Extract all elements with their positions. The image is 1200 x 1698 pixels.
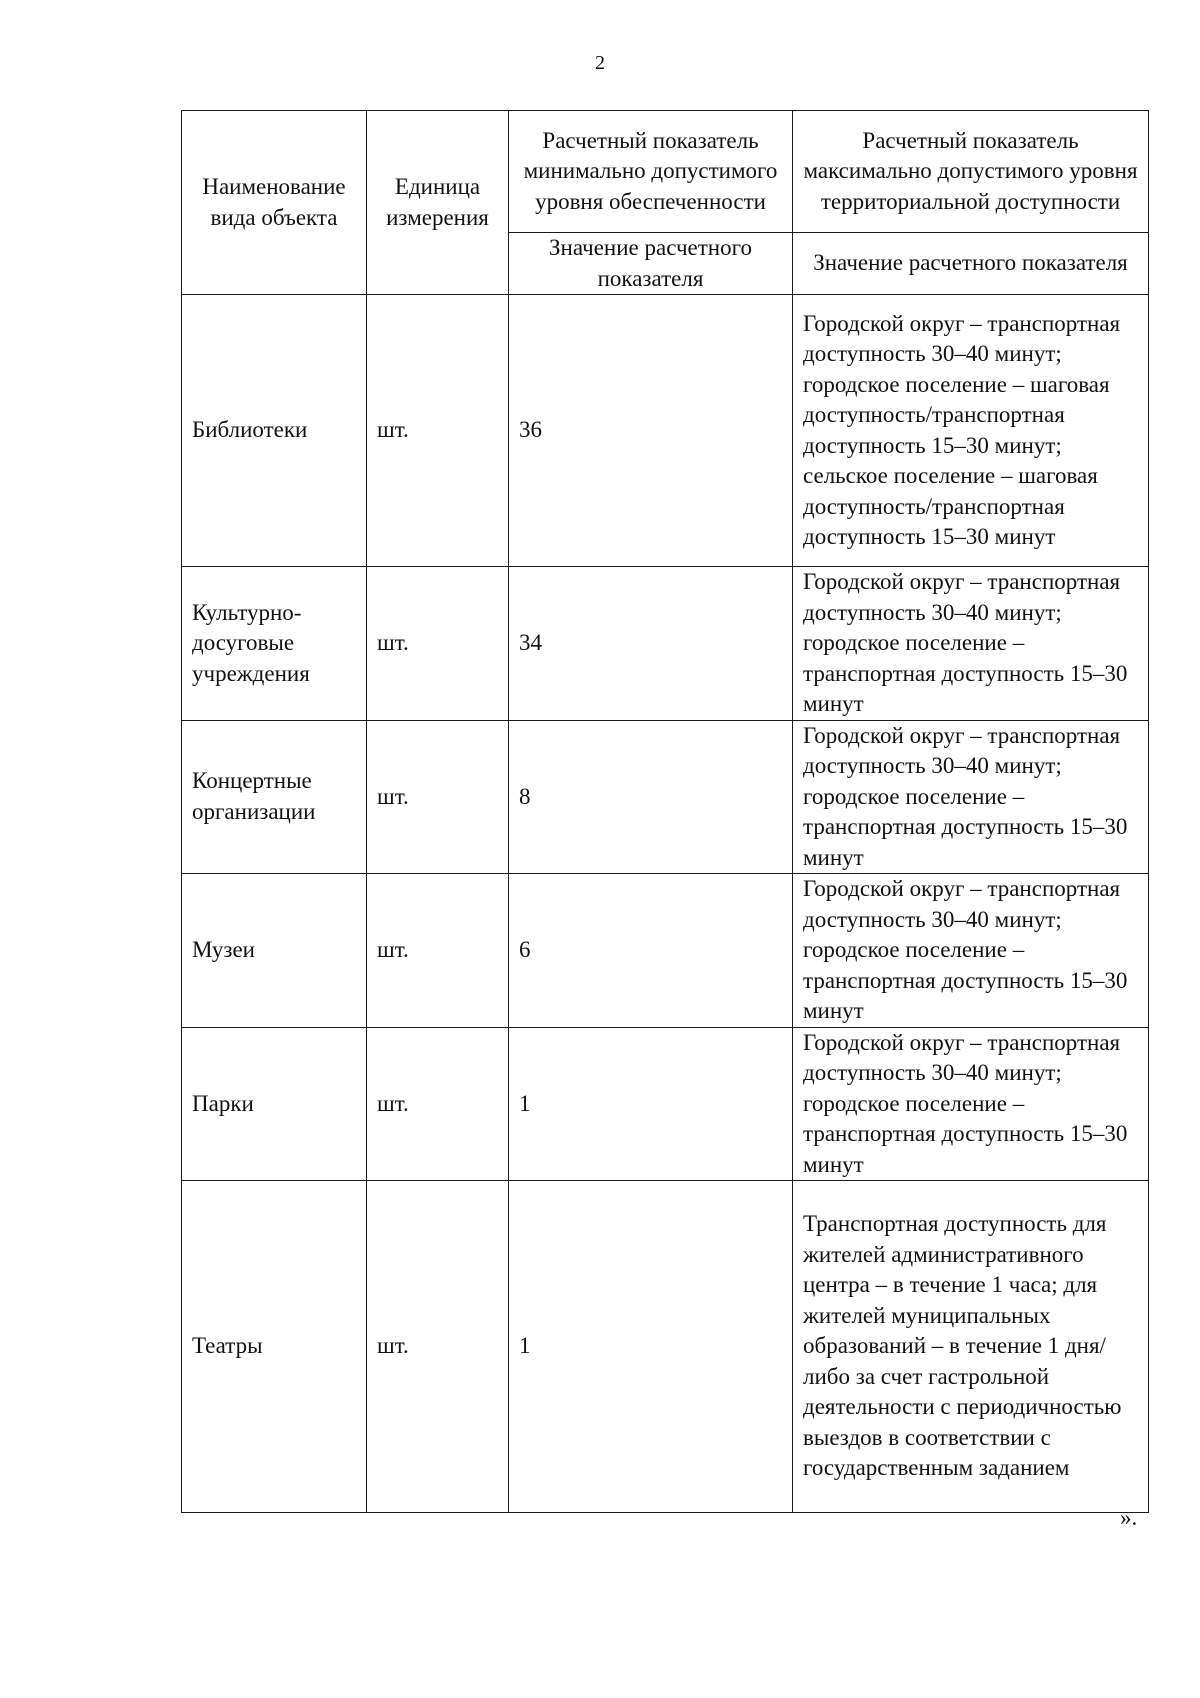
row-min-value: 34: [509, 567, 793, 721]
row-unit: шт.: [367, 874, 509, 1028]
subheader-min: Значение расчетного показателя: [509, 233, 793, 295]
row-min-value: 36: [509, 295, 793, 567]
row-name: Театры: [182, 1181, 367, 1513]
row-unit: шт.: [367, 1027, 509, 1181]
row-min-value: 6: [509, 874, 793, 1028]
standards-table: [181, 110, 1149, 1513]
row-max-value: Городской округ – транспортная доступность 30–40 минут; городское поселение – транспортная доступность 15–30 минут: [793, 720, 1149, 874]
row-min-value: 1: [509, 1027, 793, 1181]
row-unit: шт.: [367, 295, 509, 567]
closing-quote-mark: ».: [1120, 1505, 1138, 1530]
row-max-value: Городской округ – транспортная доступность 30–40 минут; городское поселение – шаговая доступность/транспортная доступность 15–30 минут; сельское поселение – шаговая доступность/транспортная доступность 15–30 минут: [793, 295, 1149, 567]
table-row: [182, 1027, 1149, 1181]
row-min-value: 1: [509, 1181, 793, 1513]
table-row: [182, 720, 1149, 874]
row-name: Парки: [182, 1027, 367, 1181]
header-unit: Единица измерения: [367, 111, 509, 295]
table-row: [182, 874, 1149, 1028]
header-name: Наименование вида объекта: [182, 111, 367, 295]
header-max: Расчетный показатель максимально допустимого уровня территориальной доступности: [793, 111, 1149, 233]
header-min: Расчетный показатель минимально допустимого уровня обеспеченности: [509, 111, 793, 233]
row-max-value: Городской округ – транспортная доступность 30–40 минут; городское поселение – транспортная доступность 15–30 минут: [793, 874, 1149, 1028]
row-unit: шт.: [367, 1181, 509, 1513]
row-name: Библиотеки: [182, 295, 367, 567]
row-name: Культурно-досуговые учреждения: [182, 567, 367, 721]
row-max-value: Городской округ – транспортная доступность 30–40 минут; городское поселение – транспортная доступность 15–30 минут: [793, 1027, 1149, 1181]
row-max-value: Городской округ – транспортная доступность 30–40 минут; городское поселение – транспортная доступность 15–30 минут: [793, 567, 1149, 721]
table-row: [182, 295, 1149, 567]
row-unit: шт.: [367, 720, 509, 874]
row-min-value: 8: [509, 720, 793, 874]
row-name: Музеи: [182, 874, 367, 1028]
row-max-value: Транспортная доступность для жителей административного центра – в течение 1 часа; для жителей муниципальных образований – в течение 1 дня/либо за счет гастрольной деятельности с периодичностью выездов в соответствии с государственным заданием: [793, 1181, 1149, 1513]
subheader-max: Значение расчетного показателя: [793, 233, 1149, 295]
row-name: Концертные организации: [182, 720, 367, 874]
row-unit: шт.: [367, 567, 509, 721]
table-row: [182, 567, 1149, 721]
header-row: [182, 111, 1149, 233]
table-row: [182, 1181, 1149, 1513]
page-number: 2: [595, 52, 605, 74]
